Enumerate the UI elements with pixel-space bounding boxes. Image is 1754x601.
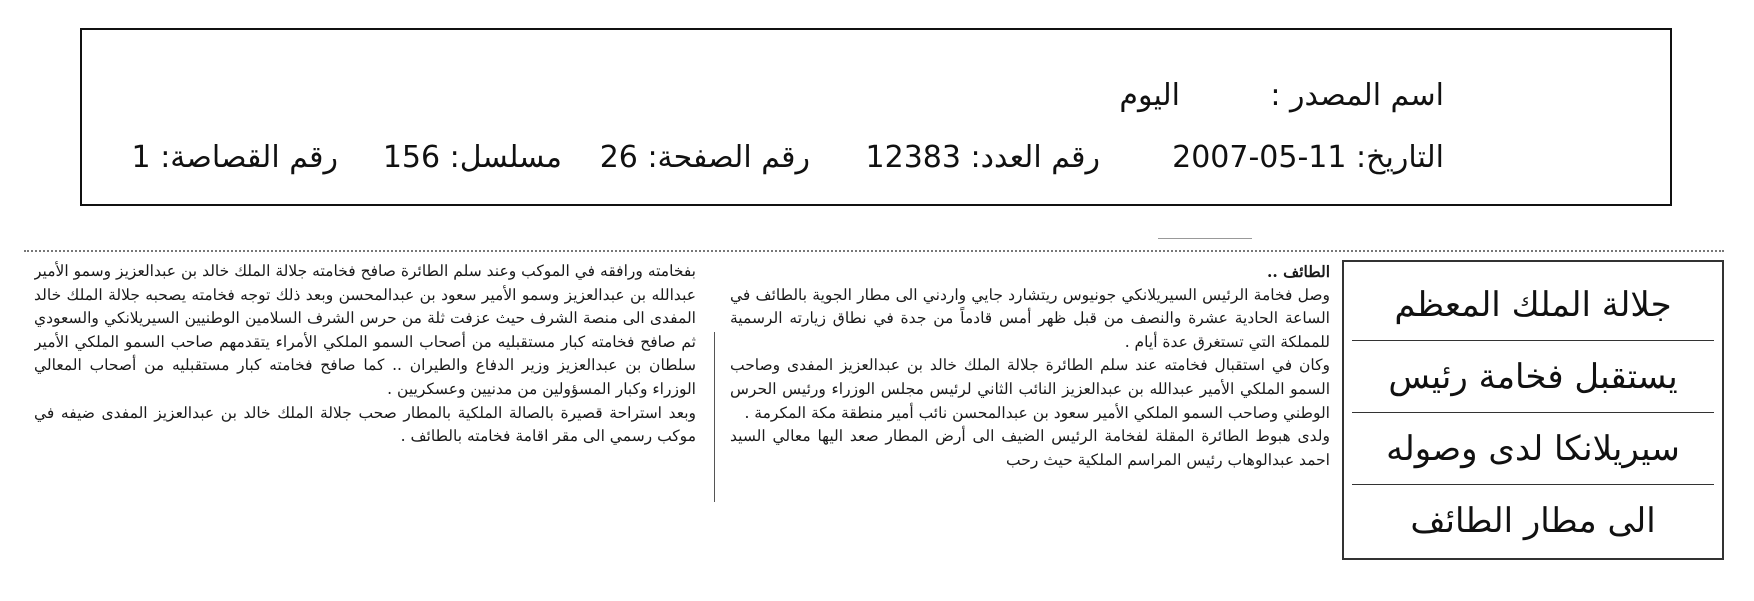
page-value: 26	[599, 140, 638, 175]
source-value-row	[1119, 78, 1180, 113]
headline-line-4: الى مطار الطائف	[1410, 501, 1656, 541]
source-value: اليوم	[1119, 78, 1180, 113]
date-label: التاريخ:	[1356, 140, 1444, 175]
page-label: رقم الصفحة:	[647, 140, 810, 175]
article-paragraph: ولدى هبوط الطائرة المقلة لفخامة الرئيس الضيف الى أرض المطار صعد اليها معالي السيد احمد عبدالوهاب رئيس المراسم الملكية حيث رحب	[730, 427, 1330, 469]
headline-line-3: سيريلانكا لدى وصوله	[1352, 414, 1714, 485]
clip-number-value: 1	[131, 140, 151, 175]
article-paragraph: وصل فخامة الرئيس السيريلانكي جونيوس ريتشارد جايي واردني الى مطار الجوية بالطائف في الساعة الحادية عشرة والنصف من قبل ظهر أمس قادماً من جدة في نطاق زيارته الرسمية للمملكة التي تستغرق عدة أيام .	[730, 285, 1330, 351]
article-column-right	[730, 260, 1330, 556]
article-paragraph: بفخامته ورافقه في الموكب وعند سلم الطائرة صافح فخامته جلالة الملك خالد بن عبدالعزيز وسمو الأمير عبدالله بن عبدالعزيز وسمو الأمير سعود بن عبدالمحسن وبعد ذلك توجه فخامته يصحبه جلالة الملك خالد المفدى الى منصة الشرف حيث عزفت ثلة من حرس الشرف السلامين الوطنيين السيريلانكي والسعودي ثم صافح فخامته كبار مستقبليه من أصحاب السمو الملكي الأمراء يتقدمهم صاحب السمو الملكي الأمير سلطان بن عبدالعزيز وزير الدفاع والطيران .. كما صافح فخامته كبار مستقبليه من أصحاب المعالي الوزراء وكبار المسؤولين من مدنيين وعسكريين .	[34, 262, 696, 398]
headline-line-2: يستقبل فخامة رئيس	[1352, 342, 1714, 413]
page-row	[600, 140, 810, 175]
serial-row	[383, 140, 562, 175]
serial-label: مسلسل:	[449, 140, 562, 175]
column-divider	[714, 332, 715, 502]
serial-value: 156	[382, 140, 441, 175]
clip-number-label: رقم القصاصة:	[160, 140, 338, 175]
date-row	[1172, 140, 1444, 175]
dateline: الطائف ..	[1266, 262, 1330, 281]
clip-number-row	[132, 140, 338, 175]
article-column-left	[34, 260, 696, 556]
article-paragraph: وكان في استقبال فخامته عند سلم الطائرة جلالة الملك خالد بن عبدالعزيز المفدى وصاحب السمو الملكي الأمير عبدالله بن عبدالعزيز النائب الثاني لرئيس مجلس الوزراء ورئيس الحرس الوطني وصاحب السمو الملكي الأمير سعود بن عبدالمحسن نائب أمير منطقة مكة المكرمة .	[730, 356, 1330, 422]
source-label: اسم المصدر :	[1270, 78, 1444, 113]
source-row	[1270, 78, 1444, 113]
headline-box	[1342, 260, 1724, 560]
article-paragraph: وبعد استراحة قصيرة بالصالة الملكية بالمطار صحب جلالة الملك خالد بن عبدالعزيز المفدى ضيفه في موكب رسمي الى مقر اقامة فخامته بالطائف .	[34, 403, 696, 446]
source-info-box	[80, 28, 1672, 206]
headline-line-1: جلالة الملك المعظم	[1352, 270, 1714, 341]
issue-label: رقم العدد:	[970, 140, 1100, 175]
issue-value: 12383	[865, 140, 961, 175]
date-value: 2007-05-11	[1172, 140, 1347, 175]
issue-row	[866, 140, 1100, 175]
separator-rule	[1158, 238, 1252, 239]
newspaper-clipping	[24, 250, 1724, 560]
